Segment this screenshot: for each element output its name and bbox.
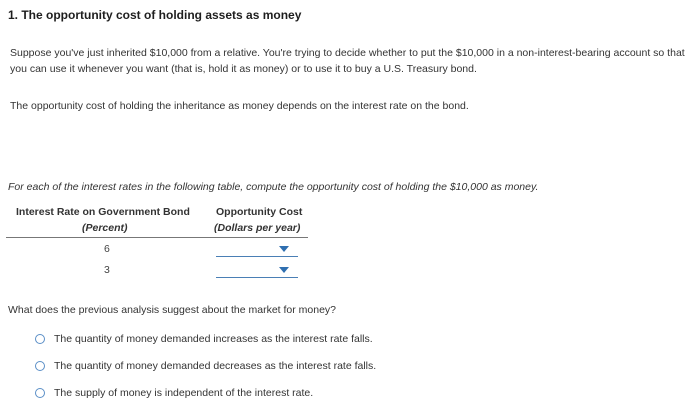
radio-button[interactable] bbox=[35, 388, 45, 398]
col-header-opportunity-cost: Opportunity Cost bbox=[216, 206, 303, 218]
cost-dropdown-row-1[interactable] bbox=[216, 242, 298, 257]
chevron-down-icon bbox=[279, 246, 289, 252]
table-header-divider bbox=[6, 237, 308, 238]
col-subheader-percent: (Percent) bbox=[82, 222, 128, 234]
cost-dropdown-row-2[interactable] bbox=[216, 263, 298, 278]
rate-cell-row-1: 6 bbox=[104, 243, 110, 255]
col-header-interest-rate: Interest Rate on Government Bond bbox=[16, 206, 190, 218]
radio-button[interactable] bbox=[35, 334, 45, 344]
statement-paragraph: The opportunity cost of holding the inheritance as money depends on the interest rate on the bond. bbox=[10, 100, 469, 112]
question-title: 1. The opportunity cost of holding assets as money bbox=[8, 8, 302, 22]
option-label: The supply of money is independent of the interest rate. bbox=[54, 387, 314, 399]
option-demand-decreases[interactable] bbox=[35, 360, 376, 372]
table-instruction: For each of the interest rates in the following table, compute the opportunity cost of holding the $10,000 as money. bbox=[8, 181, 539, 193]
chevron-down-icon bbox=[279, 267, 289, 273]
option-label: The quantity of money demanded decreases as the interest rate falls. bbox=[54, 360, 377, 372]
option-label: The quantity of money demanded increases as the interest rate falls. bbox=[54, 333, 373, 345]
col-subheader-dollars: (Dollars per year) bbox=[214, 222, 301, 234]
option-demand-increases[interactable] bbox=[35, 333, 373, 345]
option-supply-independent[interactable] bbox=[35, 387, 313, 399]
money-market-question: What does the previous analysis suggest about the market for money? bbox=[8, 304, 337, 316]
intro-paragraph: Suppose you've just inherited $10,000 from a relative. You're trying to decide whether to put the $10,000 in a non-interest-bearing account so that you can use it whenever you want (that is, hold it as money) or to use it to buy a U.S. Treasury bond. bbox=[10, 47, 685, 75]
rate-cell-row-2: 3 bbox=[104, 264, 110, 276]
radio-button[interactable] bbox=[35, 361, 45, 371]
